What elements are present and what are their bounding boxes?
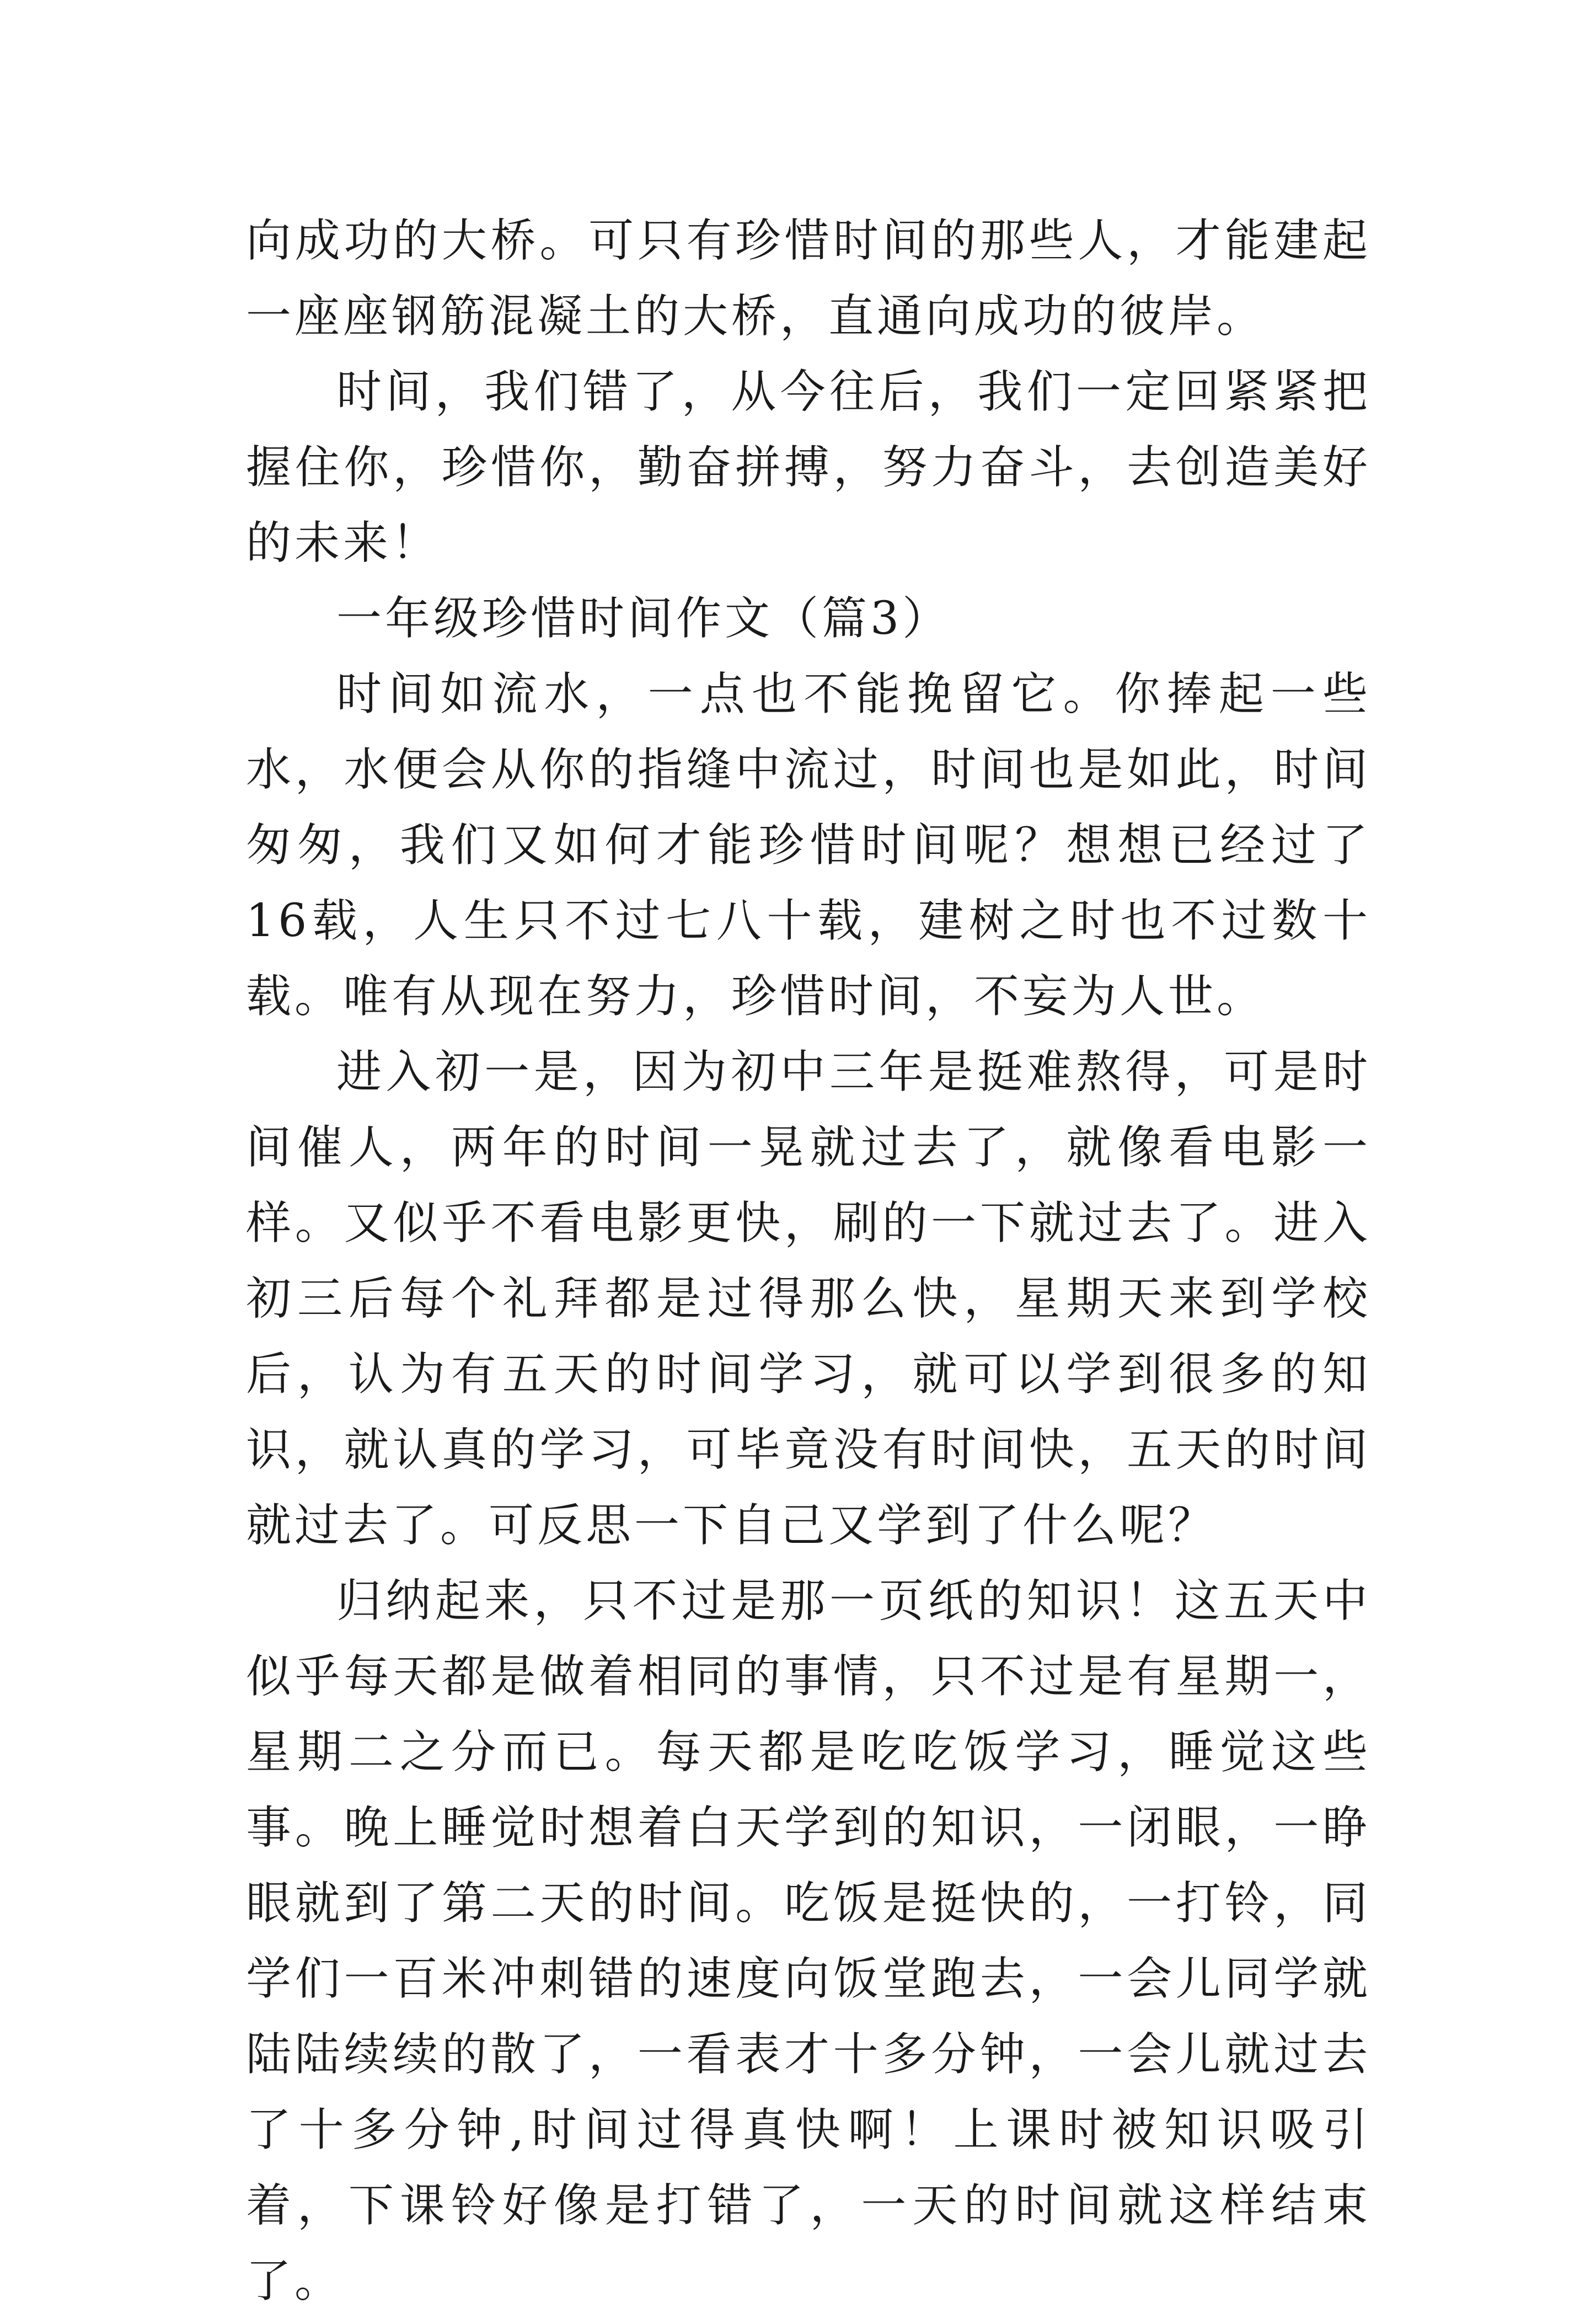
paragraph-2: 时间，我们错了，从今往后，我们一定回紧紧把握住你，珍惜你，勤奋拼搏，努力奋斗，去创造美好的未来！: [246, 366, 1371, 569]
paragraph-3: 时间如流水，一点也不能挽留它。你捧起一些水，水便会从你的指缝中流过，时间也是如此，时间匆匆，我们又如何才能珍惜时间呢？想想已经过了16载，人生只不过七八十载，建树之时也不过数十载。唯有从现在努力，珍惜时间，不妄为人世。: [246, 668, 1371, 1023]
document-body: [246, 203, 1371, 2319]
paragraph-5: 归纳起来，只不过是那一页纸的知识！这五天中似乎每天都是做着相同的事情，只不过是有星期一，星期二之分而已。每天都是吃吃饭学习，睡觉这些事。晚上睡觉时想着白天学到的知识，一闭眼，一睁眼就到了第二天的时间。吃饭是挺快的，一打铃，同学们一百米冲刺错的速度向饭堂跑去，一会儿同学就陆陆续续的散了，一看表才十多分钟，一会儿就过去了十多分钟,时间过得真快啊！上课时被知识吸引着，下课铃好像是打错了，一天的时间就这样结束了。: [246, 1575, 1371, 2307]
section-heading: 一年级珍惜时间作文（篇3）: [336, 592, 951, 645]
paragraph-1: 向成功的大桥。可只有珍惜时间的那些人，才能建起一座座钢筋混凝土的大桥，直通向成功的彼岸。: [246, 215, 1371, 343]
paragraph-4: 进入初一是，因为初中三年是挺难熬得，可是时间催人，两年的时间一晃就过去了，就像看电影一样。又似乎不看电影更快，刷的一下就过去了。进入初三后每个礼拜都是过得那么快，星期天来到学校后，认为有五天的时间学习，就可以学到很多的知识，就认真的学习，可毕竟没有时间快，五天的时间就过去了。可反思一下自己又学到了什么呢？: [246, 1046, 1371, 1552]
